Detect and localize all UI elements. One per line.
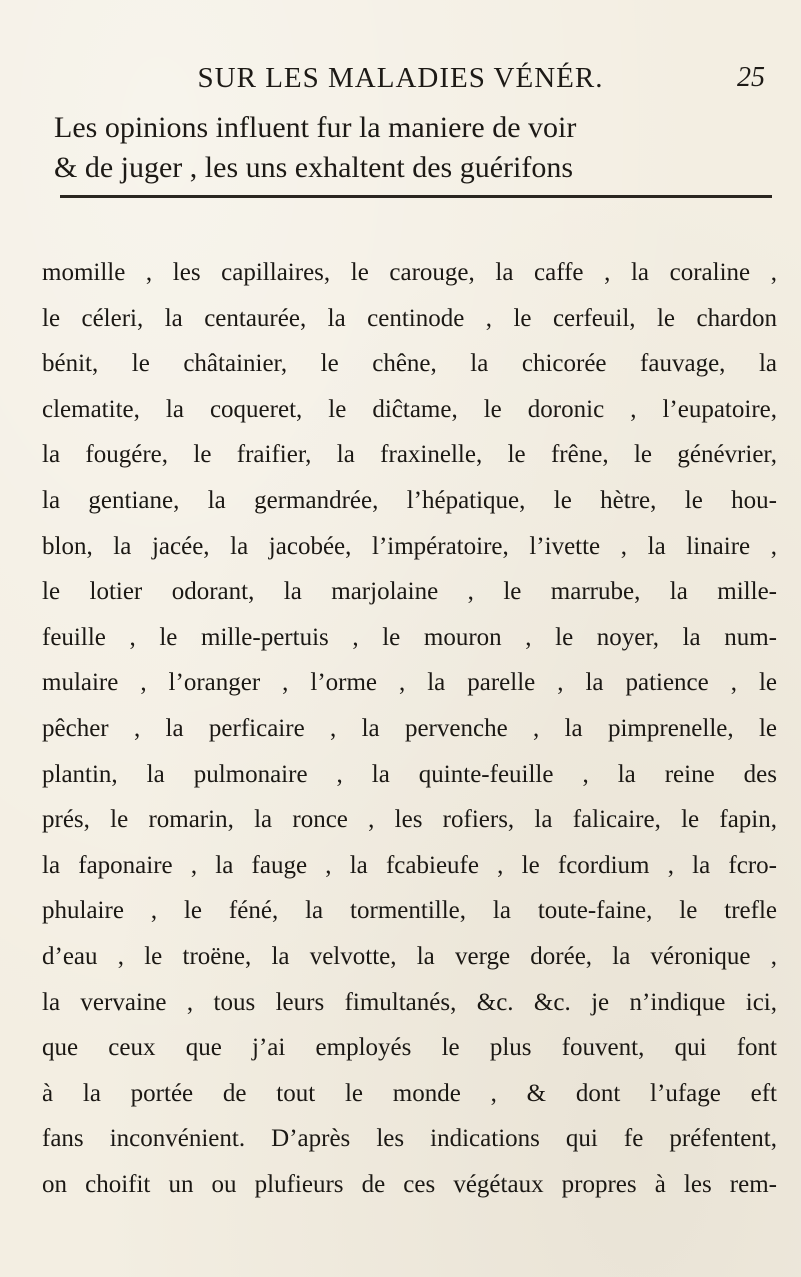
body-line: blon, la jacée, la jacobée, l’impératoire, l’ivette , la linaire , <box>42 532 777 560</box>
body-line: pêcher , la perficaire , la pervenche , la pimprenelle, le <box>42 714 777 742</box>
body-line: la vervaine , tous leurs fimultanés, &c. &c. je n’indique ici, <box>42 988 777 1016</box>
horizontal-rule <box>60 195 772 198</box>
body-line: on choifit un ou plufieurs de ces végétaux propres à les rem- <box>42 1170 777 1198</box>
top-passage-line: & de juger , les uns exhaltent des guérifons <box>54 151 574 184</box>
body-line: la gentiane, la germandrée, l’hépatique, le hètre, le hou- <box>42 486 777 514</box>
body-line: la faponaire , la fauge , la fcabieufe , le fcordium , la fcro- <box>42 851 777 879</box>
body-line: à la portée de tout le monde , & dont l’ufage eft <box>42 1079 777 1107</box>
body-line: d’eau , le troëne, la velvotte, la verge dorée, la véronique , <box>42 942 777 970</box>
body-line: prés, le romarin, la ronce , les rofiers, la falicaire, le fapin, <box>42 806 777 834</box>
running-title: SUR LES MALADIES VÉNÉR. <box>197 62 604 94</box>
top-passage-line: Les opinions influent fur la maniere de voir <box>54 111 577 144</box>
body-line: le lotier odorant, la marjolaine , le marrube, la mille- <box>42 578 777 606</box>
page-number: 25 <box>737 62 765 93</box>
top-passage <box>54 108 774 188</box>
body-line: que ceux que j’ai employés le plus fouvent, qui font <box>42 1034 777 1062</box>
body-line: clematite, la coqueret, le diĉtame, le doronic , l’eupatoire, <box>42 395 777 423</box>
body-line: le céleri, la centaurée, la centinode , le cerfeuil, le chardon <box>42 304 777 332</box>
body-line: phulaire , le féné, la tormentille, la toute-faine, le trefle <box>42 897 777 925</box>
body-line: plantin, la pulmonaire , la quinte-feuille , la reine des <box>42 760 777 788</box>
body-line: feuille , le mille-pertuis , le mouron , le noyer, la num- <box>42 623 777 651</box>
body-line: la fougére, le fraifier, la fraxinelle, le frêne, le génévrier, <box>42 441 777 469</box>
body-text <box>42 250 777 1207</box>
running-head <box>0 62 801 102</box>
body-line: momille , les capillaires, le carouge, la caffe , la coraline , <box>42 259 777 286</box>
body-line: fans inconvénient. D’après les indications qui fe préfentent, <box>42 1125 777 1153</box>
body-line: mulaire , l’oranger , l’orme , la parelle , la patience , le <box>42 669 777 697</box>
body-line: bénit, le châtainier, le chêne, la chicorée fauvage, la <box>42 350 777 378</box>
